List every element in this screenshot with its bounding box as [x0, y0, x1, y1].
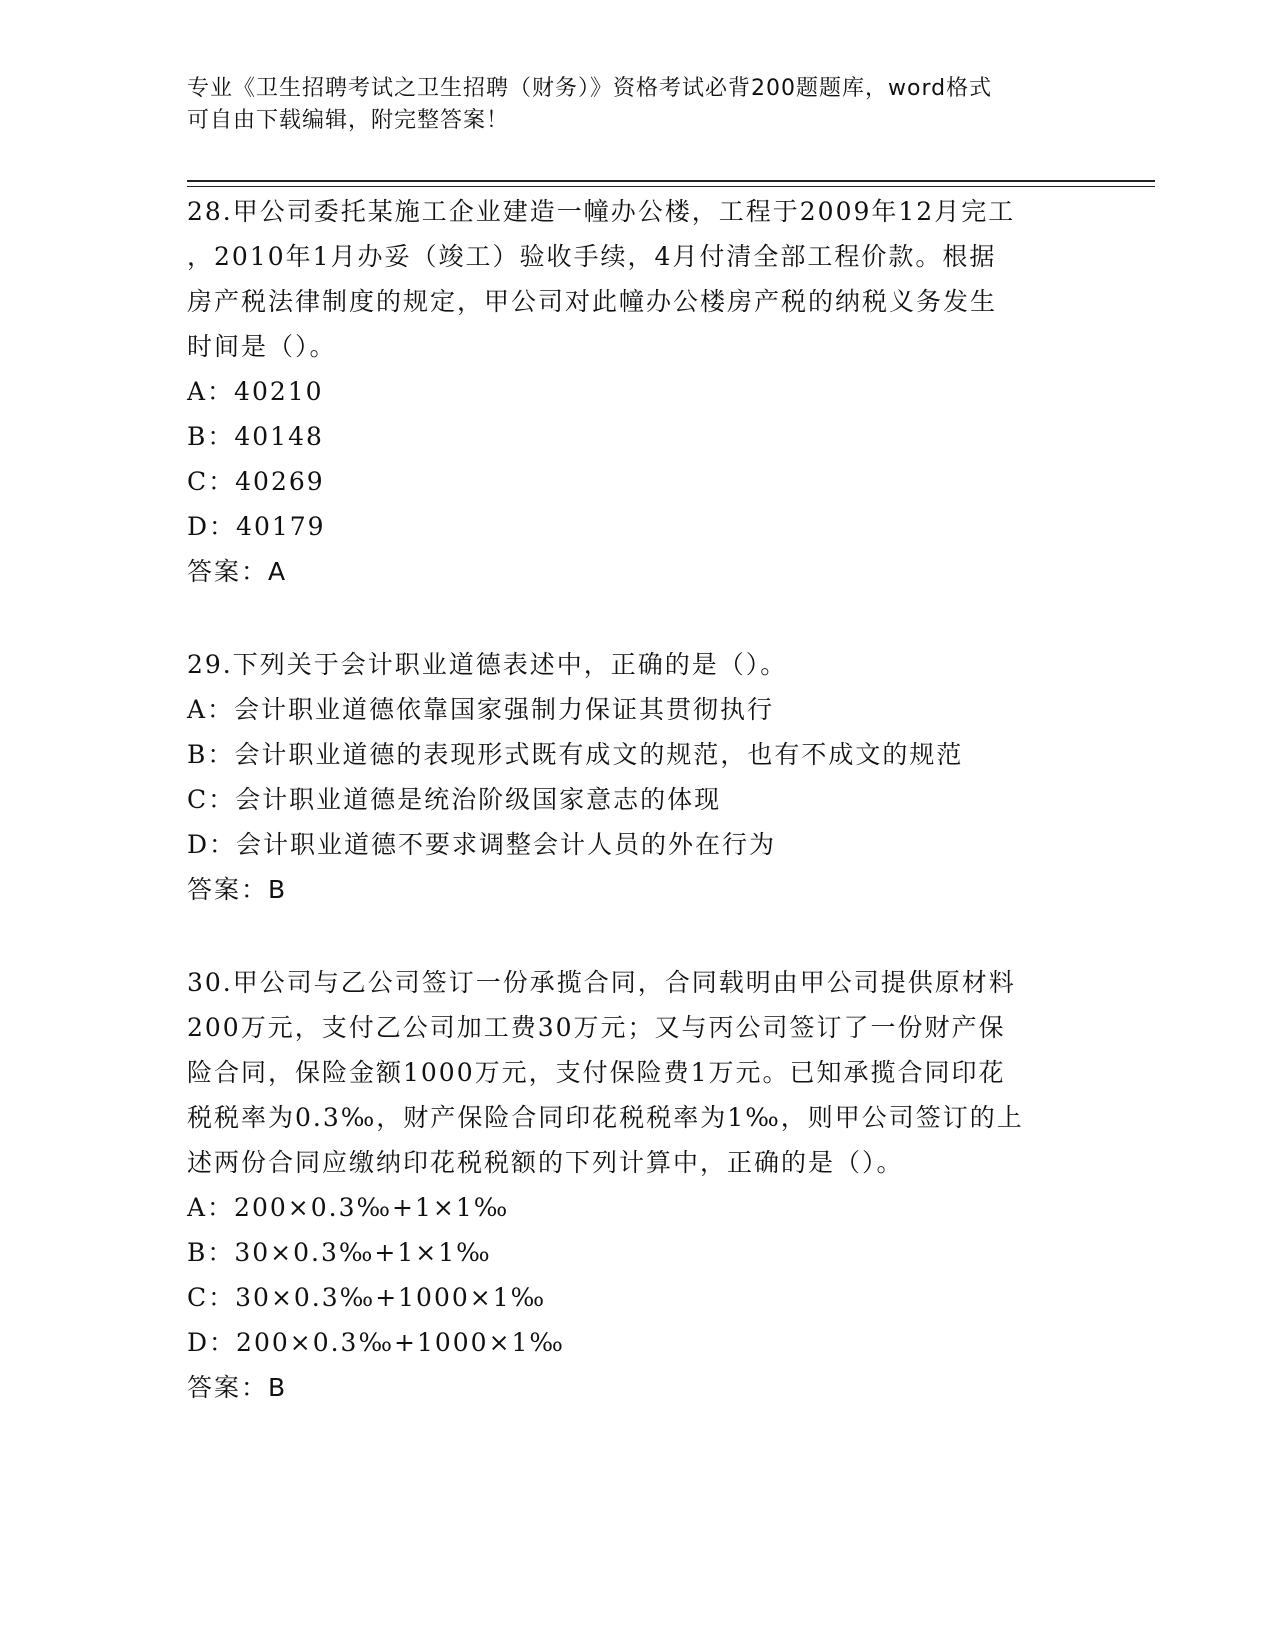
question-stem-line: 房产税法律制度的规定，甲公司对此幢办公楼房产税的纳税义务发生: [187, 287, 998, 316]
question-stem-line: 述两份合同应缴纳印花税税额的下列计算中，正确的是（）。: [187, 1148, 904, 1177]
header-divider-thin: [187, 186, 1155, 187]
option-d: D：200×0.3‰+1000×1‰: [187, 1328, 565, 1357]
answer: 答案：A: [187, 557, 288, 586]
document-header: [187, 73, 1067, 137]
header-line-1: 专业《卫生招聘考试之卫生招聘（财务）》资格考试必背200题题库，word格式: [187, 76, 993, 101]
question-stem-line: 税税率为0.3‰，财产保险合同印花税税率为1‰，则甲公司签订的上: [187, 1103, 1024, 1132]
question-stem-line: 时间是（）。: [187, 332, 337, 361]
question-stem-line: 30.甲公司与乙公司签订一份承揽合同，合同载明由甲公司提供原材料: [187, 968, 1016, 997]
option-c: C：会计职业道德是统治阶级国家意志的体现: [187, 785, 722, 814]
question-stem-line: 险合同，保险金额1000万元，支付保险费1万元。已知承揽合同印花: [187, 1058, 1006, 1087]
question-stem-line: 200万元，支付乙公司加工费30万元；又与丙公司签订了一份财产保: [187, 1013, 1006, 1042]
answer: 答案：B: [187, 1373, 288, 1402]
option-c: C：30×0.3‰+1000×1‰: [187, 1283, 547, 1312]
header-line-2: 可自由下载编辑，附完整答案！: [187, 108, 510, 133]
option-a: A：200×0.3‰+1×1‰: [187, 1193, 510, 1222]
question-30: [187, 960, 1087, 1410]
question-stem-line: 28.甲公司委托某施工企业建造一幢办公楼，工程于2009年12月完工: [187, 197, 1016, 226]
option-d: D：40179: [187, 512, 326, 541]
option-c: C：40269: [187, 467, 325, 496]
question-stem-line: 29.下列关于会计职业道德表述中，正确的是（）。: [187, 650, 788, 679]
option-b: B：会计职业道德的表现形式既有成文的规范，也有不成文的规范: [187, 740, 964, 769]
question-28: [187, 189, 1087, 594]
option-b: B：40148: [187, 422, 324, 451]
option-a: A：40210: [187, 377, 324, 406]
header-divider-thick: [187, 180, 1155, 182]
option-d: D：会计职业道德不要求调整会计人员的外在行为: [187, 830, 777, 859]
option-a: A：会计职业道德依靠国家强制力保证其贯彻执行: [187, 695, 775, 724]
question-stem-line: ，2010年1月办妥（竣工）验收手续，4月付清全部工程价款。根据: [187, 242, 997, 271]
answer: 答案：B: [187, 875, 288, 904]
question-29: [187, 642, 1087, 912]
option-b: B：30×0.3‰+1×1‰: [187, 1238, 492, 1267]
